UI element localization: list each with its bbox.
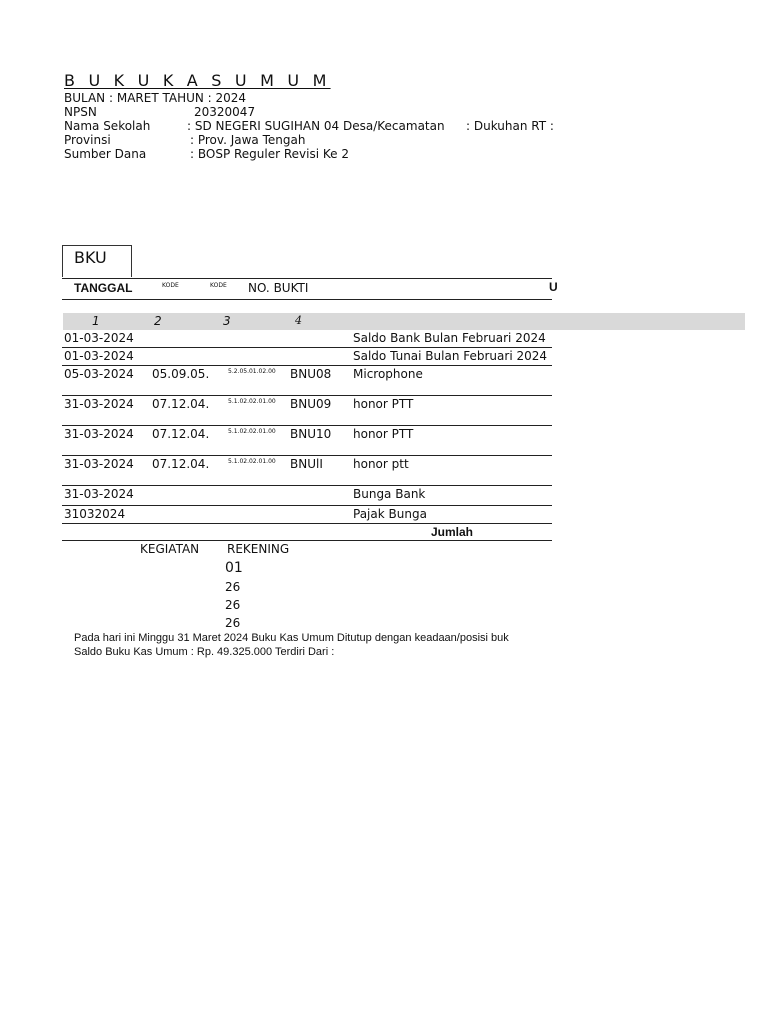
rekening-value: 01 [225,560,243,576]
provinsi-value: : Prov. Jawa Tengah [190,133,306,147]
row-tanggal: 31-03-2024 [64,427,134,441]
header-top-rule [62,278,552,279]
row-uraian: Pajak Bunga [353,507,427,521]
document-title: B U K U K A S U M U M [64,71,331,90]
sumber-dana-label: Sumber Dana [64,147,147,161]
row-tanggal: 31-03-2024 [64,457,134,471]
row-rule [62,347,552,348]
col-header-no-bukti: NO. BUKTI [248,281,309,295]
row-rule [62,485,552,486]
row-kode-kegiatan: 07.12.04. [152,457,210,471]
row-rule [62,505,552,506]
col-header-uraian: U [549,280,558,294]
col-header-tanggal: TANGGAL [74,281,133,295]
row-rule [62,365,552,366]
rekening-value: 26 [225,598,241,612]
row-rule [62,395,552,396]
column-number: 3 [223,314,231,328]
npsn-label: NPSN [64,105,97,119]
row-no-bukti: BNU09 [290,397,332,411]
row-uraian: honor PTT [353,397,414,411]
sumber-dana-value: : BOSP Reguler Revisi Ke 2 [190,147,349,161]
npsn-value: 20320047 [194,105,256,119]
row-kode-kegiatan: 07.12.04. [152,427,210,441]
row-no-bukti: BNU10 [290,427,332,441]
bku-label: BKU [62,245,132,277]
row-kode-rekening: 5.2.05.01.02.00 [228,368,276,375]
column-number: 2 [154,314,162,328]
row-rule [62,455,552,456]
row-kode-kegiatan: 07.12.04. [152,397,210,411]
kegiatan-label: KEGIATAN [140,542,200,556]
row-tanggal: 01-03-2024 [64,349,134,363]
row-uraian: Saldo Tunai Bulan Februari 2024 [353,349,548,363]
row-tanggal: 31032024 [64,507,126,521]
row-uraian: Microphone [353,367,423,381]
row-uraian: honor ptt [353,457,409,471]
row-uraian: Bunga Bank [353,487,426,501]
provinsi-label: Provinsi [64,133,111,147]
row-uraian: Saldo Bank Bulan Februari 2024 [353,331,546,345]
column-number-band [63,313,745,330]
row-tanggal: 31-03-2024 [64,397,134,411]
desa-value: : Dukuhan RT : [466,119,554,133]
saldo-statement: Saldo Buku Kas Umum : Rp. 49.325.000 Terdiri Dari : [74,646,335,658]
closing-statement: Pada hari ini Minggu 31 Maret 2024 Buku Kas Umum Ditutup dengan keadaan/posisi buk [74,632,509,644]
bulan-line: BULAN : MARET TAHUN : 2024 [64,91,247,105]
header-bottom-rule [62,299,552,300]
jumlah-label: Jumlah [431,525,474,539]
row-kode-rekening: 5.1.02.02.01.00 [228,398,276,405]
rekening-value: 26 [225,580,241,594]
row-kode-rekening: 5.1.02.02.01.00 [228,458,276,465]
table-bottom-rule [62,540,552,541]
nama-sekolah-label: Nama Sekolah [64,119,151,133]
row-tanggal: 05-03-2024 [64,367,134,381]
row-no-bukti: BNU08 [290,367,332,381]
rekening-label: REKENING [227,542,290,556]
row-uraian: honor PTT [353,427,414,441]
row-rule [62,425,552,426]
column-number: 4 [295,314,302,327]
nama-sekolah-value: : SD NEGERI SUGIHAN 04 Desa/Kecamatan [187,119,445,133]
row-rule [62,523,552,524]
rekening-value: 26 [225,616,241,630]
row-kode-kegiatan: 05.09.05. [152,367,210,381]
row-kode-rekening: 5.1.02.02.01.00 [228,428,276,435]
col-header-kode-kegiatan: KODE [162,282,179,289]
row-tanggal: 31-03-2024 [64,487,134,501]
row-no-bukti: BNUlI [290,457,323,471]
column-number: 1 [92,314,100,328]
row-tanggal: 01-03-2024 [64,331,134,345]
col-header-kode-rekening: KODE [210,282,227,289]
